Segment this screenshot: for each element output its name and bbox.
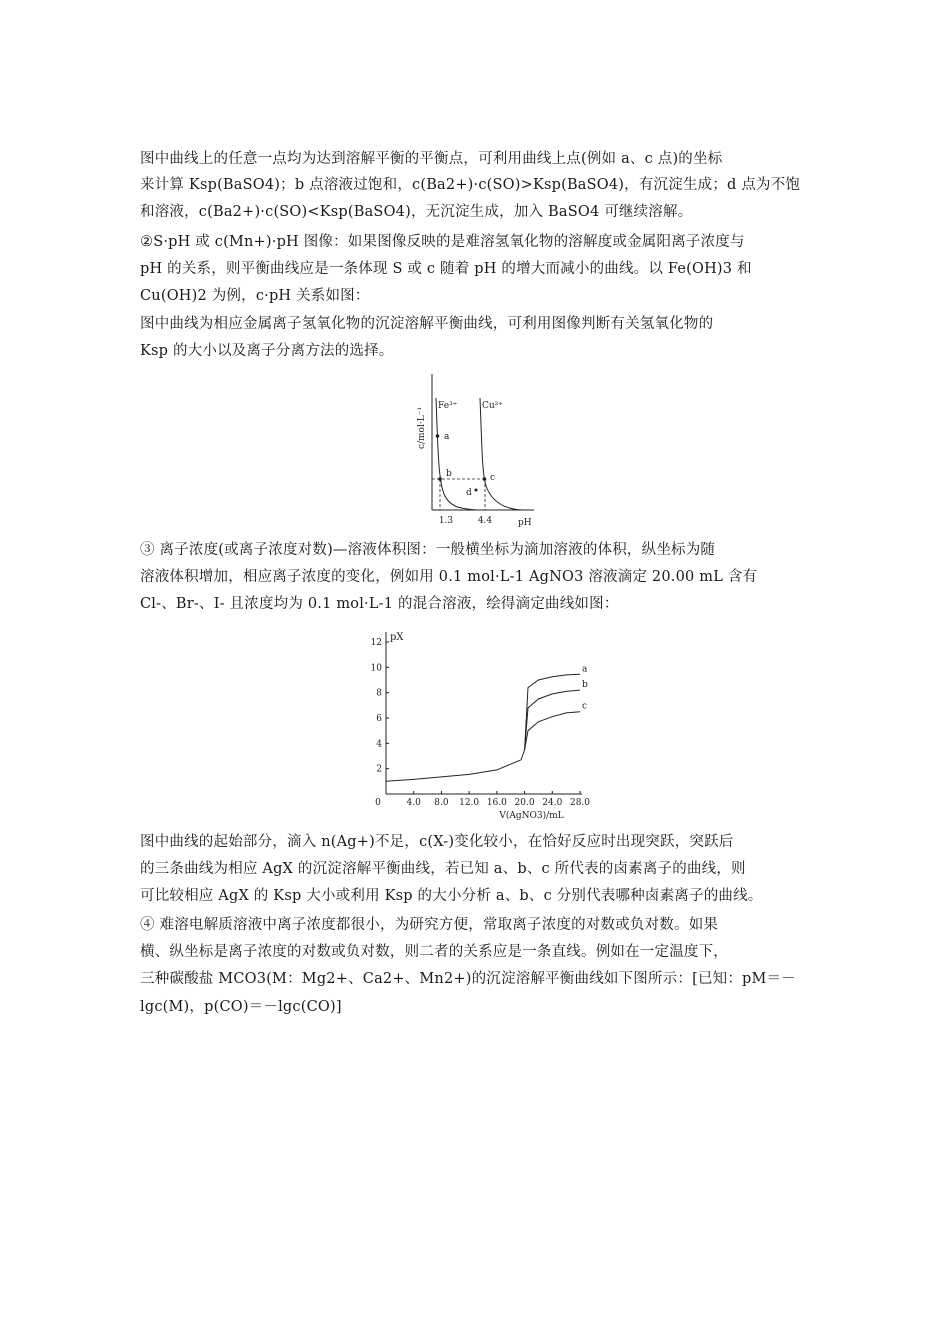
x-tick-label: 20.0 <box>514 798 535 808</box>
paragraph-line: 图中曲线为相应金属离子氢氧化物的沉淀溶解平衡曲线，可利用图像判断有关氢氧化物的 <box>140 316 714 332</box>
paragraph-line: 三种碳酸盐 MCO3(M：Mg2+、Ca2+、Mn2+)的沉淀溶解平衡曲线如下图所示：[已知：pM＝－ <box>140 971 796 987</box>
x-tick-label: 4.0 <box>406 798 421 808</box>
series-label-b: b <box>582 680 588 691</box>
paragraph-line: 图中曲线上的任意一点均为达到溶解平衡的平衡点，可利用曲线上点(例如 a、c 点)的坐标 <box>140 151 723 167</box>
label-b: b <box>446 469 452 479</box>
x-tick-label: 12.0 <box>459 798 480 808</box>
x-axis-label: V(AgNO3)/mL <box>499 811 564 821</box>
point-d <box>475 489 478 492</box>
series-label-c: c <box>582 701 588 712</box>
y-axis-label: pX <box>390 632 404 643</box>
series-line-c <box>525 712 580 750</box>
x-axis-label: pH <box>518 518 532 528</box>
label-a: a <box>444 432 450 442</box>
paragraph-line: 横、纵坐标是离子浓度的对数或负对数，则二者的关系应是一条直线。例如在一定温度下， <box>140 944 728 960</box>
paragraph-line: pH 的关系，则平衡曲线应是一条体现 S 或 c 随着 pH 的增大而减小的曲线。以 Fe(OH)3 和 <box>140 261 752 277</box>
paragraph-line: Ksp 的大小以及离子分离方法的选择。 <box>140 343 394 359</box>
tick-1.3: 1.3 <box>438 516 454 526</box>
y-tick-label: 8 <box>376 688 382 699</box>
paragraph-line: 图中曲线的起始部分，滴入 n(Ag+)不足，c(X-)变化较小，在恰好反应时出现突跃，突跃后 <box>140 834 734 850</box>
paragraph-line: ②S·pH 或 c(Mn+)·pH 图像：如果图像反映的是难溶氢氧化物的溶解度或金属阳离子浓度与 <box>140 234 745 250</box>
point-a <box>436 434 440 438</box>
series-label-a: a <box>582 664 588 675</box>
paragraph-line: 溶液体积增加，相应离子浓度的变化，例如用 0.1 mol·L-1 AgNO3 溶液滴定 20.00 mL 含有 <box>140 569 758 585</box>
titration-chart <box>360 628 594 824</box>
y-tick-label: 12 <box>370 638 382 648</box>
label-d: d <box>466 488 472 498</box>
paragraph-line: Cl-、Br-、I- 且浓度均为 0.1 mol·L-1 的混合溶液，绘得滴定曲线如图： <box>140 596 619 612</box>
paragraph-line: 和溶液，c(Ba2+)·c(SO)<Ksp(BaSO4)，无沉淀生成，加入 BaSO4 可继续溶解。 <box>140 204 693 220</box>
x-tick-label: 28.0 <box>569 798 591 808</box>
x-tick-label: 24.0 <box>542 798 563 808</box>
paragraph-line: lgc(M)，p(CO)＝－lgc(CO)] <box>140 999 342 1015</box>
paragraph-line: Cu(OH)2 为例，c·pH 关系如图： <box>140 288 370 304</box>
y-tick-label: 2 <box>376 764 382 775</box>
x-tick-label: 8.0 <box>434 798 449 808</box>
y-tick-label: 4 <box>376 739 382 750</box>
paragraph-line: ③ 离子浓度(或离子浓度对数)—溶液体积图：一般横坐标为滴加溶液的体积，纵坐标为随 <box>140 542 716 558</box>
series-line-a <box>386 674 580 781</box>
cu-curve <box>480 398 522 510</box>
series-line-b <box>525 690 580 750</box>
ph-curve-figure <box>408 368 536 532</box>
x-tick-label: 16.0 <box>486 798 507 808</box>
tick-4.4: 4.4 <box>477 516 493 526</box>
y-tick-label: 6 <box>376 714 382 724</box>
label-c: c <box>490 473 496 483</box>
paragraph-line: 的三条曲线为相应 AgX 的沉淀溶解平衡曲线，若已知 a、b、c 所代表的卤素离子的曲线，则 <box>140 861 746 877</box>
paragraph-line: 来计算 Ksp(BaSO4)；b 点溶液过饱和，c(Ba2+)·c(SO)>Ksp(BaSO4)，有沉淀生成；d 点为不饱 <box>140 177 801 193</box>
x-tick-label: 0 <box>375 798 381 808</box>
y-axis-label: c/mol·L⁻¹ <box>417 406 427 450</box>
cu-label: Cu²⁺ <box>482 401 504 411</box>
fe-label: Fe³⁺ <box>438 401 458 411</box>
y-tick-label: 10 <box>370 663 382 674</box>
paragraph-line: ④ 难溶电解质溶液中离子浓度都很小，为研究方便，常取离子浓度的对数或负对数。如果 <box>140 917 719 933</box>
paragraph-line: 可比较相应 AgX 的 Ksp 大小或利用 Ksp 的大小分析 a、b、c 分别代表哪种卤素离子的曲线。 <box>140 888 763 904</box>
